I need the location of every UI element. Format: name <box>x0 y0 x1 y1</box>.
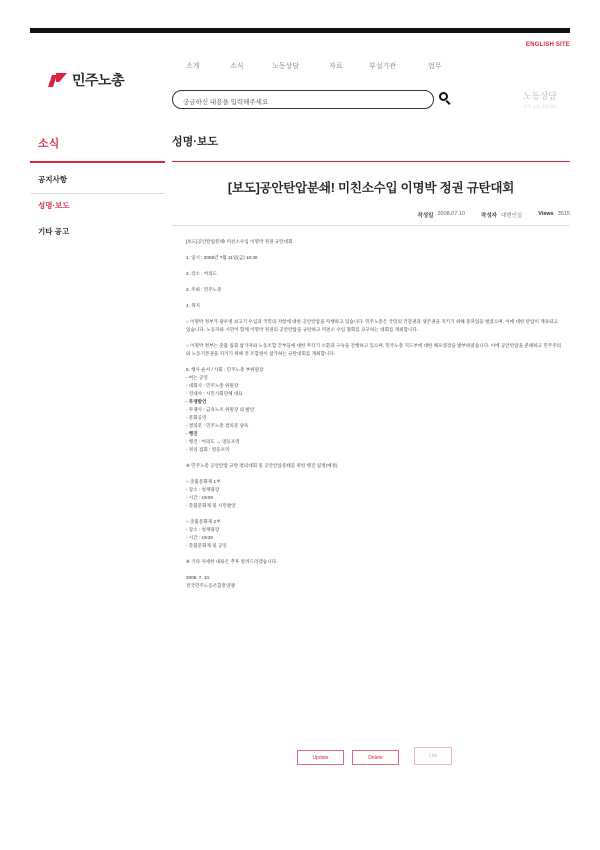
post-body-line: 4. 취지 <box>186 303 200 308</box>
sidebar-item-statements[interactable]: 성명·보도 <box>38 201 70 210</box>
meta-date-label: 작성일 <box>417 213 434 219</box>
meta-views-label: Views <box>538 211 554 217</box>
counsel-title: 노동상담 <box>523 91 557 101</box>
post-body-line: 5. 행사 순서 / 사회 : 민주노총 부위원장 <box>186 367 264 372</box>
logo-text: 민주노총 <box>72 72 125 88</box>
sidebar-item-other-notices[interactable]: 기타 공고 <box>38 227 70 236</box>
post-body-line: - 연대사 : 시민사회단체 대표 <box>186 391 243 396</box>
post-body-line: - 촛불문화제 및 공연 <box>186 543 227 548</box>
post-body-line: - 시간 : 19:30 <box>186 535 214 540</box>
post-body-line: - 여는 공연 <box>186 375 208 380</box>
post-body-line: - 대회사 : 민주노총 위원장 <box>186 383 239 388</box>
gnb-item-news[interactable]: 소식 <box>230 63 244 70</box>
post-body-line: - 정리 집회 : 영등포역 <box>186 447 230 452</box>
post-body-line: - 장소 : 청계광장 <box>186 487 220 492</box>
meta-author-label: 작성자 <box>481 213 497 219</box>
page-title: 성명·보도 <box>172 136 219 148</box>
post-body-line: ※ 기타 자세한 내용은 추후 알려드리겠습니다. <box>186 559 278 564</box>
page-title-divider <box>172 161 570 162</box>
post-body-line: 2. 장소 : 여의도 <box>186 271 218 276</box>
post-body <box>186 238 562 590</box>
sidebar-nav <box>38 174 69 252</box>
delete-button[interactable]: Delete <box>352 750 399 765</box>
post-body-line: ○ 이명박 정부가 광우병 쇠고기 수입과 국민의 저항에 대한 공안탄압을 자행하고 있습니다. 민주노총은 국민의 건강권과 생존권을 지키기 위해 총파업을 벌였으며, 이에 대한 탄압이 계속되고 있습니다. 노동자와 시민이 함께 이명박 정권의 공안탄압을 규탄하고 미친소 수입 철회를 요구하는 대회를 개최합니다. <box>186 319 558 332</box>
sidebar-divider <box>30 161 165 163</box>
post-body-line: - 결의문 : 민주노총 결의문 낭독 <box>186 423 249 428</box>
post-body-line: ○ 촛불문화제 1부 <box>186 479 221 484</box>
post-meta <box>418 211 570 219</box>
update-button[interactable]: Update <box>297 750 344 765</box>
list-button[interactable]: List <box>414 747 452 765</box>
site-logo[interactable] <box>50 70 124 90</box>
counsel-subtitle: 민주 노동 상담센터 <box>523 104 557 109</box>
post-body-line: - 시간 : 19:00 <box>186 495 214 500</box>
post-body-line: - 행진 <box>186 431 198 436</box>
post-body-line: 1. 일시 : 2008년 7월 11일(금) 16:30 <box>186 255 258 260</box>
meta-views: 3515 <box>557 211 570 217</box>
logo-mark-icon <box>50 73 68 87</box>
meta-author: 대변인실 <box>500 213 523 219</box>
search-box <box>172 90 434 109</box>
post-body-line: - 투쟁발언 <box>186 399 207 404</box>
sidebar-title: 소식 <box>38 138 60 150</box>
english-site-link[interactable]: ENGLISH SITE <box>525 42 570 48</box>
post-body-line: 2008. 7. 10. <box>186 575 211 580</box>
post-body-line: ※ 민주노총 공안탄압 규탄 결의대회 및 공안탄압분쇄를 위한 행진 일정(예정) <box>186 463 338 468</box>
post-body-line: - 행진 : 여의도 → 영등포역 <box>186 439 240 444</box>
post-body-line: 3. 주최 : 민주노총 <box>186 287 222 292</box>
post-body-line: ○ 이명박 정부는 촛불 집회 참가자와 노동조합 간부들에 대한 무더기 소환과 구속을 진행하고 있으며, 민주노총 지도부에 대한 체포영장을 발부하였습니다. 이에 공안탄압을 분쇄하고 민주주의와 노동기본권을 지키기 위해 전 조합원이 참가하는 규탄대회를 개최합니다. <box>186 343 562 356</box>
sidebar-item-notice[interactable]: 공지사항 <box>38 175 67 184</box>
gnb-item-affiliates[interactable]: 부설기관 <box>369 63 397 70</box>
post-body-line: [보도]공안탄압분쇄! 미친소수입 이명박 정권 규탄대회 <box>186 239 293 244</box>
global-nav <box>186 61 458 71</box>
gnb-item-work[interactable]: 업무 <box>428 63 442 70</box>
counsel-banner[interactable] <box>518 89 562 110</box>
post-body-line: - 장소 : 청계광장 <box>186 527 220 532</box>
search-input[interactable] <box>173 94 433 111</box>
post-body-line: - 문화공연 <box>186 415 207 420</box>
post-title: [보도]공안탄압분쇄! 미친소수입 이명박 정권 규탄대회 <box>227 181 515 195</box>
meta-date: 2008.07.10 <box>437 211 466 217</box>
gnb-item-about[interactable]: 소개 <box>186 63 200 70</box>
post-body-line: - 투쟁사 : 금속노조 위원장 외 발언 <box>186 407 255 412</box>
post-body-line: ○ 촛불문화제 2부 <box>186 519 221 524</box>
post-body-line: - 촛불문화제 및 시민발언 <box>186 503 236 508</box>
search-icon[interactable] <box>438 91 454 107</box>
gnb-item-counsel[interactable]: 노동상담 <box>272 63 300 70</box>
meta-divider <box>172 225 570 226</box>
top-bar <box>30 28 570 33</box>
gnb-item-resources[interactable]: 자료 <box>329 63 343 70</box>
post-body-line: 전국민주노동조합총연맹 <box>186 583 235 588</box>
